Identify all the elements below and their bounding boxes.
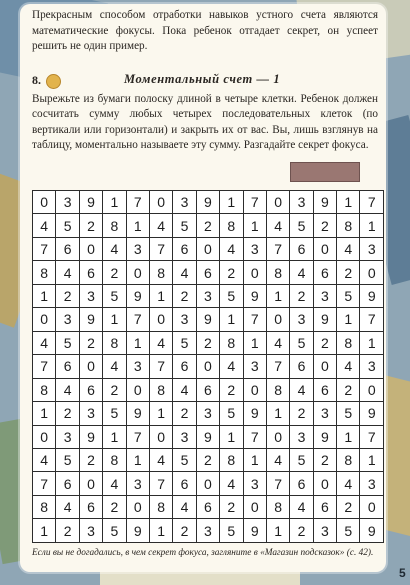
grid-cell: 2 xyxy=(290,284,313,307)
grid-cell: 2 xyxy=(313,448,336,471)
grid-cell: 3 xyxy=(173,425,196,448)
grid-cell: 0 xyxy=(149,191,172,214)
grid-cell: 4 xyxy=(33,448,56,471)
grid-cell: 3 xyxy=(243,237,266,260)
grid-row xyxy=(33,308,384,331)
grid-cell: 2 xyxy=(337,261,360,284)
grid-cell: 0 xyxy=(360,495,384,518)
grid-cell: 1 xyxy=(33,402,56,425)
grid-cell: 2 xyxy=(56,402,79,425)
grid-cell: 0 xyxy=(196,237,219,260)
grid-cell: 4 xyxy=(173,261,196,284)
grid-cell: 7 xyxy=(266,355,289,378)
grid-cell: 4 xyxy=(149,331,172,354)
grid-cell: 4 xyxy=(290,378,313,401)
grid-cell: 0 xyxy=(243,261,266,284)
grid-cell: 4 xyxy=(56,378,79,401)
grid-cell: 1 xyxy=(243,331,266,354)
grid-cell: 4 xyxy=(290,261,313,284)
grid-row xyxy=(33,214,384,237)
grid-cell: 4 xyxy=(33,214,56,237)
grid-cell: 9 xyxy=(360,402,384,425)
grid-cell: 3 xyxy=(196,402,219,425)
grid-row xyxy=(33,472,384,495)
grid-cell: 8 xyxy=(220,331,243,354)
grid-cell: 3 xyxy=(243,355,266,378)
grid-cell: 4 xyxy=(220,237,243,260)
grid-cell: 0 xyxy=(149,308,172,331)
grid-cell: 3 xyxy=(196,284,219,307)
grid-cell: 7 xyxy=(33,472,56,495)
paper-strip xyxy=(290,162,360,182)
grid-cell: 0 xyxy=(33,308,56,331)
grid-cell: 6 xyxy=(313,261,336,284)
grid-cell: 2 xyxy=(79,214,102,237)
grid-cell: 5 xyxy=(290,331,313,354)
grid-cell: 1 xyxy=(266,519,289,543)
grid-cell: 1 xyxy=(149,402,172,425)
grid-cell: 0 xyxy=(126,495,149,518)
grid-cell: 0 xyxy=(266,191,289,214)
grid-row xyxy=(33,378,384,401)
grid-cell: 2 xyxy=(337,378,360,401)
grid-cell: 0 xyxy=(313,237,336,260)
grid-cell: 5 xyxy=(220,519,243,543)
grid-cell: 9 xyxy=(79,191,102,214)
grid-cell: 2 xyxy=(196,214,219,237)
grid-cell: 1 xyxy=(266,284,289,307)
grid-cell: 1 xyxy=(33,284,56,307)
grid-cell: 1 xyxy=(243,448,266,471)
grid-cell: 2 xyxy=(290,402,313,425)
grid-cell: 7 xyxy=(126,425,149,448)
grid-cell: 4 xyxy=(337,355,360,378)
grid-cell: 2 xyxy=(173,402,196,425)
grid-cell: 2 xyxy=(173,284,196,307)
grid-cell: 8 xyxy=(33,495,56,518)
page-number: 5 xyxy=(399,566,406,580)
grid-cell: 8 xyxy=(103,214,126,237)
grid-cell: 1 xyxy=(220,191,243,214)
grid-cell: 8 xyxy=(103,448,126,471)
grid-cell: 5 xyxy=(173,448,196,471)
grid-cell: 4 xyxy=(149,448,172,471)
grid-cell: 9 xyxy=(79,425,102,448)
grid-cell: 6 xyxy=(196,495,219,518)
grid-cell: 4 xyxy=(173,495,196,518)
grid-cell: 5 xyxy=(220,402,243,425)
grid-cell: 1 xyxy=(33,519,56,543)
grid-cell: 3 xyxy=(79,402,102,425)
grid-cell: 2 xyxy=(103,378,126,401)
grid-cell: 3 xyxy=(360,472,384,495)
grid-cell: 4 xyxy=(33,331,56,354)
grid-cell: 3 xyxy=(360,355,384,378)
grid-cell: 9 xyxy=(313,425,336,448)
grid-cell: 8 xyxy=(149,495,172,518)
grid-cell: 9 xyxy=(313,191,336,214)
grid-cell: 1 xyxy=(220,425,243,448)
section-header xyxy=(32,72,378,90)
grid-cell: 9 xyxy=(126,284,149,307)
grid-cell: 3 xyxy=(126,355,149,378)
grid-cell: 5 xyxy=(173,331,196,354)
grid-cell: 7 xyxy=(266,472,289,495)
grid-cell: 1 xyxy=(360,448,384,471)
grid-cell: 6 xyxy=(196,378,219,401)
grid-cell: 9 xyxy=(360,519,384,543)
grid-cell: 6 xyxy=(313,378,336,401)
grid-cell: 2 xyxy=(313,214,336,237)
grid-row xyxy=(33,448,384,471)
grid-cell: 2 xyxy=(290,519,313,543)
grid-cell: 9 xyxy=(196,308,219,331)
grid-cell: 3 xyxy=(56,191,79,214)
grid-cell: 3 xyxy=(126,237,149,260)
grid-cell: 1 xyxy=(126,331,149,354)
grid-cell: 0 xyxy=(33,191,56,214)
grid-cell: 3 xyxy=(290,191,313,214)
grid-cell: 7 xyxy=(360,425,384,448)
grid-cell: 6 xyxy=(196,261,219,284)
grid-cell: 0 xyxy=(79,355,102,378)
grid-cell: 6 xyxy=(173,472,196,495)
grid-cell: 6 xyxy=(56,355,79,378)
grid-cell: 8 xyxy=(220,448,243,471)
grid-cell: 0 xyxy=(266,308,289,331)
grid-row xyxy=(33,261,384,284)
grid-cell: 2 xyxy=(196,331,219,354)
grid-cell: 3 xyxy=(313,284,336,307)
grid-cell: 1 xyxy=(337,425,360,448)
grid-cell: 5 xyxy=(337,519,360,543)
grid-cell: 6 xyxy=(173,237,196,260)
grid-cell: 8 xyxy=(266,261,289,284)
grid-cell: 4 xyxy=(266,214,289,237)
grid-cell: 7 xyxy=(149,237,172,260)
grid-cell: 2 xyxy=(220,378,243,401)
footnote: Если вы не догадались, в чем секрет фокуса, загляните в «Магазин подсказок» (с. 42). xyxy=(32,548,374,558)
grid-cell: 2 xyxy=(220,261,243,284)
grid-cell: 6 xyxy=(79,495,102,518)
grid-cell: 5 xyxy=(56,448,79,471)
grid-cell: 5 xyxy=(220,284,243,307)
grid-row xyxy=(33,425,384,448)
grid-cell: 7 xyxy=(33,237,56,260)
intro-paragraph: Прекрасным способом отработки навыков устного счета являются математические фокусы. Пока ребенок отгадает секрет, он успеет решить не один пример. xyxy=(32,9,378,52)
grid-cell: 8 xyxy=(266,495,289,518)
grid-cell: 7 xyxy=(33,355,56,378)
grid-cell: 3 xyxy=(196,519,219,543)
grid-cell: 0 xyxy=(243,378,266,401)
grid-cell: 9 xyxy=(360,284,384,307)
grid-cell: 1 xyxy=(337,308,360,331)
grid-cell: 3 xyxy=(126,472,149,495)
grid-cell: 8 xyxy=(149,378,172,401)
grid-cell: 1 xyxy=(149,519,172,543)
grid-cell: 9 xyxy=(313,308,336,331)
grid-cell: 4 xyxy=(337,237,360,260)
grid-cell: 1 xyxy=(360,331,384,354)
grid-cell: 7 xyxy=(126,191,149,214)
grid-cell: 0 xyxy=(196,355,219,378)
grid-cell: 6 xyxy=(290,472,313,495)
grid-cell: 2 xyxy=(220,495,243,518)
grid-cell: 4 xyxy=(103,237,126,260)
grid-cell: 2 xyxy=(103,495,126,518)
grid-cell: 4 xyxy=(266,331,289,354)
grid-cell: 0 xyxy=(149,425,172,448)
grid-cell: 8 xyxy=(149,261,172,284)
grid-cell: 2 xyxy=(56,519,79,543)
grid-cell: 9 xyxy=(79,308,102,331)
grid-cell: 9 xyxy=(243,402,266,425)
grid-cell: 5 xyxy=(173,214,196,237)
grid-cell: 1 xyxy=(243,214,266,237)
grid-cell: 6 xyxy=(313,495,336,518)
grid-cell: 5 xyxy=(103,519,126,543)
grid-cell: 4 xyxy=(290,495,313,518)
grid-cell: 8 xyxy=(337,214,360,237)
grid-cell: 3 xyxy=(313,402,336,425)
grid-cell: 0 xyxy=(243,495,266,518)
grid-cell: 7 xyxy=(243,425,266,448)
grid-cell: 1 xyxy=(126,448,149,471)
grid-cell: 3 xyxy=(79,284,102,307)
grid-cell: 1 xyxy=(360,214,384,237)
grid-cell: 5 xyxy=(103,284,126,307)
grid-cell: 6 xyxy=(290,355,313,378)
grid-cell: 1 xyxy=(126,214,149,237)
grid-row xyxy=(33,355,384,378)
grid-cell: 5 xyxy=(56,214,79,237)
grid-cell: 8 xyxy=(33,378,56,401)
grid-cell: 0 xyxy=(266,425,289,448)
grid-cell: 8 xyxy=(337,331,360,354)
grid-cell: 4 xyxy=(103,355,126,378)
grid-cell: 8 xyxy=(337,448,360,471)
grid-cell: 4 xyxy=(337,472,360,495)
grid-row xyxy=(33,331,384,354)
grid-cell: 4 xyxy=(266,448,289,471)
grid-cell: 7 xyxy=(126,308,149,331)
grid-row xyxy=(33,495,384,518)
grid-cell: 8 xyxy=(103,331,126,354)
grid-cell: 1 xyxy=(103,425,126,448)
grid-cell: 3 xyxy=(290,425,313,448)
grid-cell: 3 xyxy=(56,308,79,331)
grid-cell: 6 xyxy=(79,261,102,284)
grid-row xyxy=(33,284,384,307)
grid-cell: 1 xyxy=(266,402,289,425)
grid-cell: 0 xyxy=(79,237,102,260)
grid-cell: 8 xyxy=(220,214,243,237)
grid-cell: 9 xyxy=(126,519,149,543)
grid-cell: 2 xyxy=(56,284,79,307)
grid-cell: 7 xyxy=(149,472,172,495)
grid-cell: 6 xyxy=(173,355,196,378)
grid-cell: 7 xyxy=(243,308,266,331)
grid-cell: 7 xyxy=(360,191,384,214)
grid-cell: 1 xyxy=(149,284,172,307)
grid-cell: 3 xyxy=(173,191,196,214)
grid-cell: 7 xyxy=(360,308,384,331)
grid-cell: 6 xyxy=(56,237,79,260)
grid-cell: 5 xyxy=(56,331,79,354)
grid-cell: 4 xyxy=(220,472,243,495)
section-number: 8. xyxy=(32,73,41,87)
grid-cell: 1 xyxy=(337,191,360,214)
grid-cell: 0 xyxy=(79,472,102,495)
grid-row xyxy=(33,402,384,425)
grid-cell: 4 xyxy=(173,378,196,401)
grid-cell: 0 xyxy=(360,378,384,401)
grid-cell: 2 xyxy=(173,519,196,543)
grid-cell: 1 xyxy=(103,191,126,214)
grid-cell: 4 xyxy=(103,472,126,495)
grid-cell: 4 xyxy=(220,355,243,378)
grid-cell: 3 xyxy=(243,472,266,495)
grid-cell: 0 xyxy=(33,425,56,448)
number-grid xyxy=(32,190,384,543)
grid-cell: 1 xyxy=(103,308,126,331)
grid-cell: 6 xyxy=(290,237,313,260)
grid-cell: 4 xyxy=(56,495,79,518)
grid-cell: 0 xyxy=(196,472,219,495)
grid-cell: 3 xyxy=(79,519,102,543)
grid-cell: 3 xyxy=(313,519,336,543)
grid-row xyxy=(33,191,384,214)
grid-cell: 6 xyxy=(79,378,102,401)
section-title: Моментальный счет — 1 xyxy=(124,72,281,86)
grid-cell: 2 xyxy=(337,495,360,518)
grid-cell: 2 xyxy=(313,331,336,354)
grid-cell: 9 xyxy=(243,284,266,307)
grid-cell: 9 xyxy=(196,191,219,214)
grid-cell: 5 xyxy=(337,284,360,307)
grid-cell: 1 xyxy=(220,308,243,331)
grid-cell: 5 xyxy=(290,214,313,237)
grid-cell: 2 xyxy=(103,261,126,284)
grid-cell: 9 xyxy=(126,402,149,425)
grid-cell: 7 xyxy=(149,355,172,378)
grid-cell: 3 xyxy=(56,425,79,448)
grid-cell: 3 xyxy=(173,308,196,331)
grid-cell: 4 xyxy=(56,261,79,284)
grid-cell: 3 xyxy=(290,308,313,331)
cat-icon xyxy=(46,74,61,89)
grid-cell: 2 xyxy=(196,448,219,471)
grid-cell: 7 xyxy=(266,237,289,260)
grid-cell: 2 xyxy=(79,331,102,354)
grid-cell: 8 xyxy=(266,378,289,401)
grid-cell: 3 xyxy=(360,237,384,260)
grid-cell: 0 xyxy=(126,261,149,284)
grid-cell: 7 xyxy=(243,191,266,214)
grid-cell: 0 xyxy=(313,472,336,495)
grid-cell: 0 xyxy=(360,261,384,284)
grid-cell: 0 xyxy=(313,355,336,378)
grid-cell: 2 xyxy=(79,448,102,471)
grid-cell: 0 xyxy=(126,378,149,401)
grid-row xyxy=(33,237,384,260)
grid-cell: 6 xyxy=(56,472,79,495)
grid-cell: 5 xyxy=(337,402,360,425)
grid-cell: 8 xyxy=(33,261,56,284)
grid-cell: 4 xyxy=(149,214,172,237)
grid-row xyxy=(33,519,384,543)
grid-cell: 9 xyxy=(243,519,266,543)
grid-cell: 9 xyxy=(196,425,219,448)
grid-cell: 5 xyxy=(103,402,126,425)
grid-cell: 5 xyxy=(290,448,313,471)
task-paragraph: Вырежьте из бумаги полоску длиной в четыре клетки. Ребенок должен сосчитать сумму любых четырех последовательных клеток (по вертикали или горизонтали) и закрыть их от вас. Вы, лишь взглянув на таблицу, моментально называете эту сумму. Разгадайте секрет фокуса. xyxy=(32,93,378,151)
